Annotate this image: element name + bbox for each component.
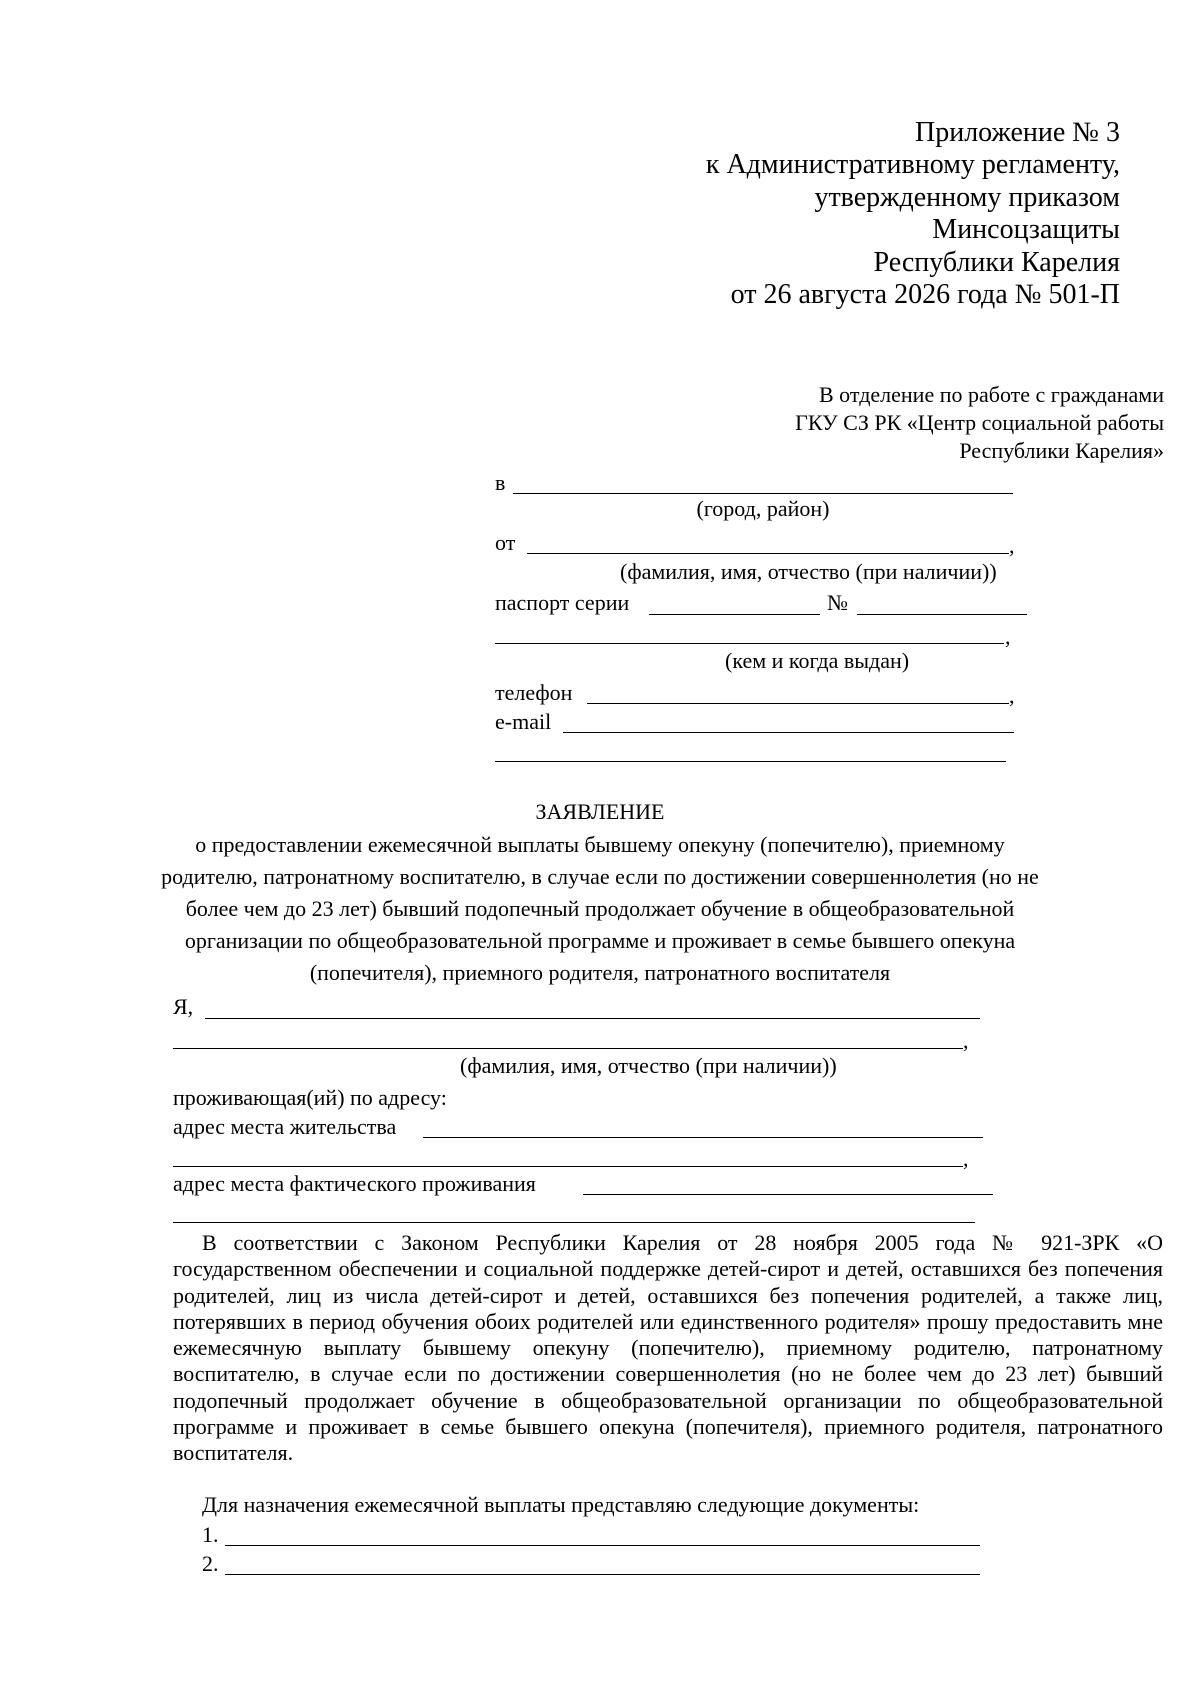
statement-subtitle-4: организации по общеобразовательной программе и проживает в семье бывшего опекуна xyxy=(184,928,1016,953)
statement-subtitle-1: о предоставлении ежемесячной выплаты бывшему опекуну (попечителю), приемному xyxy=(195,832,1005,857)
statement-subtitle-5: (попечителя), приемного родителя, патронатного воспитателя xyxy=(309,960,891,985)
i-prefix: Я, xyxy=(173,994,194,1019)
appendix-ministry: Минсоцзащиты xyxy=(932,214,1120,245)
residence-address-label: адрес места жительства xyxy=(173,1114,397,1139)
addressee-line-1: В отделение по работе с гражданами xyxy=(819,382,1164,407)
appendix-republic: Республики Карелия xyxy=(873,247,1120,278)
statement-title: ЗАЯВЛЕНИЕ xyxy=(535,799,665,824)
document-1-number: 1. xyxy=(202,1522,219,1547)
from-name-field[interactable] xyxy=(527,553,1009,554)
email-extra-field[interactable] xyxy=(495,761,1006,762)
passport-series-field[interactable] xyxy=(649,614,820,615)
name-comma: , xyxy=(963,1028,969,1053)
phone-label: телефон xyxy=(495,680,573,705)
email-label: e-mail xyxy=(495,709,552,734)
passport-series-label: паспорт серии xyxy=(495,590,630,615)
applicant-name-field-2[interactable] xyxy=(173,1048,963,1049)
actual-address-label: адрес места фактического проживания xyxy=(173,1171,536,1196)
statement-subtitle-2: родителю, патронатному воспитателю, в случае если по достижении совершеннолетия (но не xyxy=(161,864,1039,889)
from-name-hint: (фамилия, имя, отчество (при наличии)) xyxy=(620,559,997,584)
residing-label: проживающая(ий) по адресу: xyxy=(173,1085,447,1110)
residence-comma: , xyxy=(963,1146,969,1171)
applicant-name-hint: (фамилия, имя, отчество (при наличии)) xyxy=(460,1053,837,1078)
city-field[interactable] xyxy=(513,493,1013,494)
documents-intro: Для назначения ежемесячной выплаты представляю следующие документы: xyxy=(202,1492,920,1517)
appendix-reference: к Административному регламенту, xyxy=(705,149,1120,180)
appendix-number: Приложение № 3 xyxy=(915,117,1120,148)
statement-subtitle-3: более чем до 23 лет) бывший подопечный продолжает обучение в общеобразовательной xyxy=(185,896,1015,921)
from-prefix: от xyxy=(495,530,516,555)
residence-address-field[interactable] xyxy=(423,1137,983,1138)
appendix-date: от 26 августа 2026 года № 501-П xyxy=(730,279,1120,310)
statement-paragraph xyxy=(173,1230,1163,1467)
email-field[interactable] xyxy=(563,732,1014,733)
appendix-approved: утвержденному приказом xyxy=(814,182,1120,213)
addressee-line-3: Республики Карелия» xyxy=(959,438,1164,463)
document-1-field[interactable] xyxy=(225,1545,980,1546)
passport-issued-field[interactable] xyxy=(495,643,1004,644)
document-2-field[interactable] xyxy=(225,1574,980,1575)
passport-number-field[interactable] xyxy=(857,614,1027,615)
addressee-line-2: ГКУ СЗ РК «Центр социальной работы xyxy=(795,410,1164,435)
phone-field[interactable] xyxy=(587,703,1009,704)
passport-issued-hint: (кем и когда выдан) xyxy=(725,648,910,673)
applicant-name-field[interactable] xyxy=(205,1018,980,1019)
residence-address-field-2[interactable] xyxy=(173,1166,963,1167)
from-comma: , xyxy=(1009,533,1015,558)
city-prefix: в xyxy=(495,470,506,495)
issued-comma: , xyxy=(1005,624,1011,649)
city-hint: (город, район) xyxy=(696,496,830,521)
actual-address-field[interactable] xyxy=(583,1194,993,1195)
passport-number-label: № xyxy=(827,590,848,615)
document-2-number: 2. xyxy=(202,1551,219,1576)
actual-address-field-2[interactable] xyxy=(173,1222,975,1223)
phone-comma: , xyxy=(1009,683,1015,708)
statement-paragraph-text: В соответствии с Законом Республики Карелия от 28 ноября 2005 года № 921-ЗРК «О государственном обеспечении и социальной поддержке детей-сирот и детей, оставшихся без попечения родителей, лиц из числа детей-сирот и детей, оставшихся без попечения родителей, а также лиц, потерявших в период обучения обоих родителей или единственного родителя» прошу предоставить мне ежемесячную выплату бывшему опекуну (попечителю), приемному родителю, патронатному воспитателю, в случае если по достижении совершеннолетия (но не более чем до 23 лет) бывший подопечный продолжает обучение в общеобразовательной организации по общеобразовательной программе и проживает в семье бывшего опекуна (попечителя), приемного родителя, патронатного воспитателя. xyxy=(173,1230,1163,1466)
